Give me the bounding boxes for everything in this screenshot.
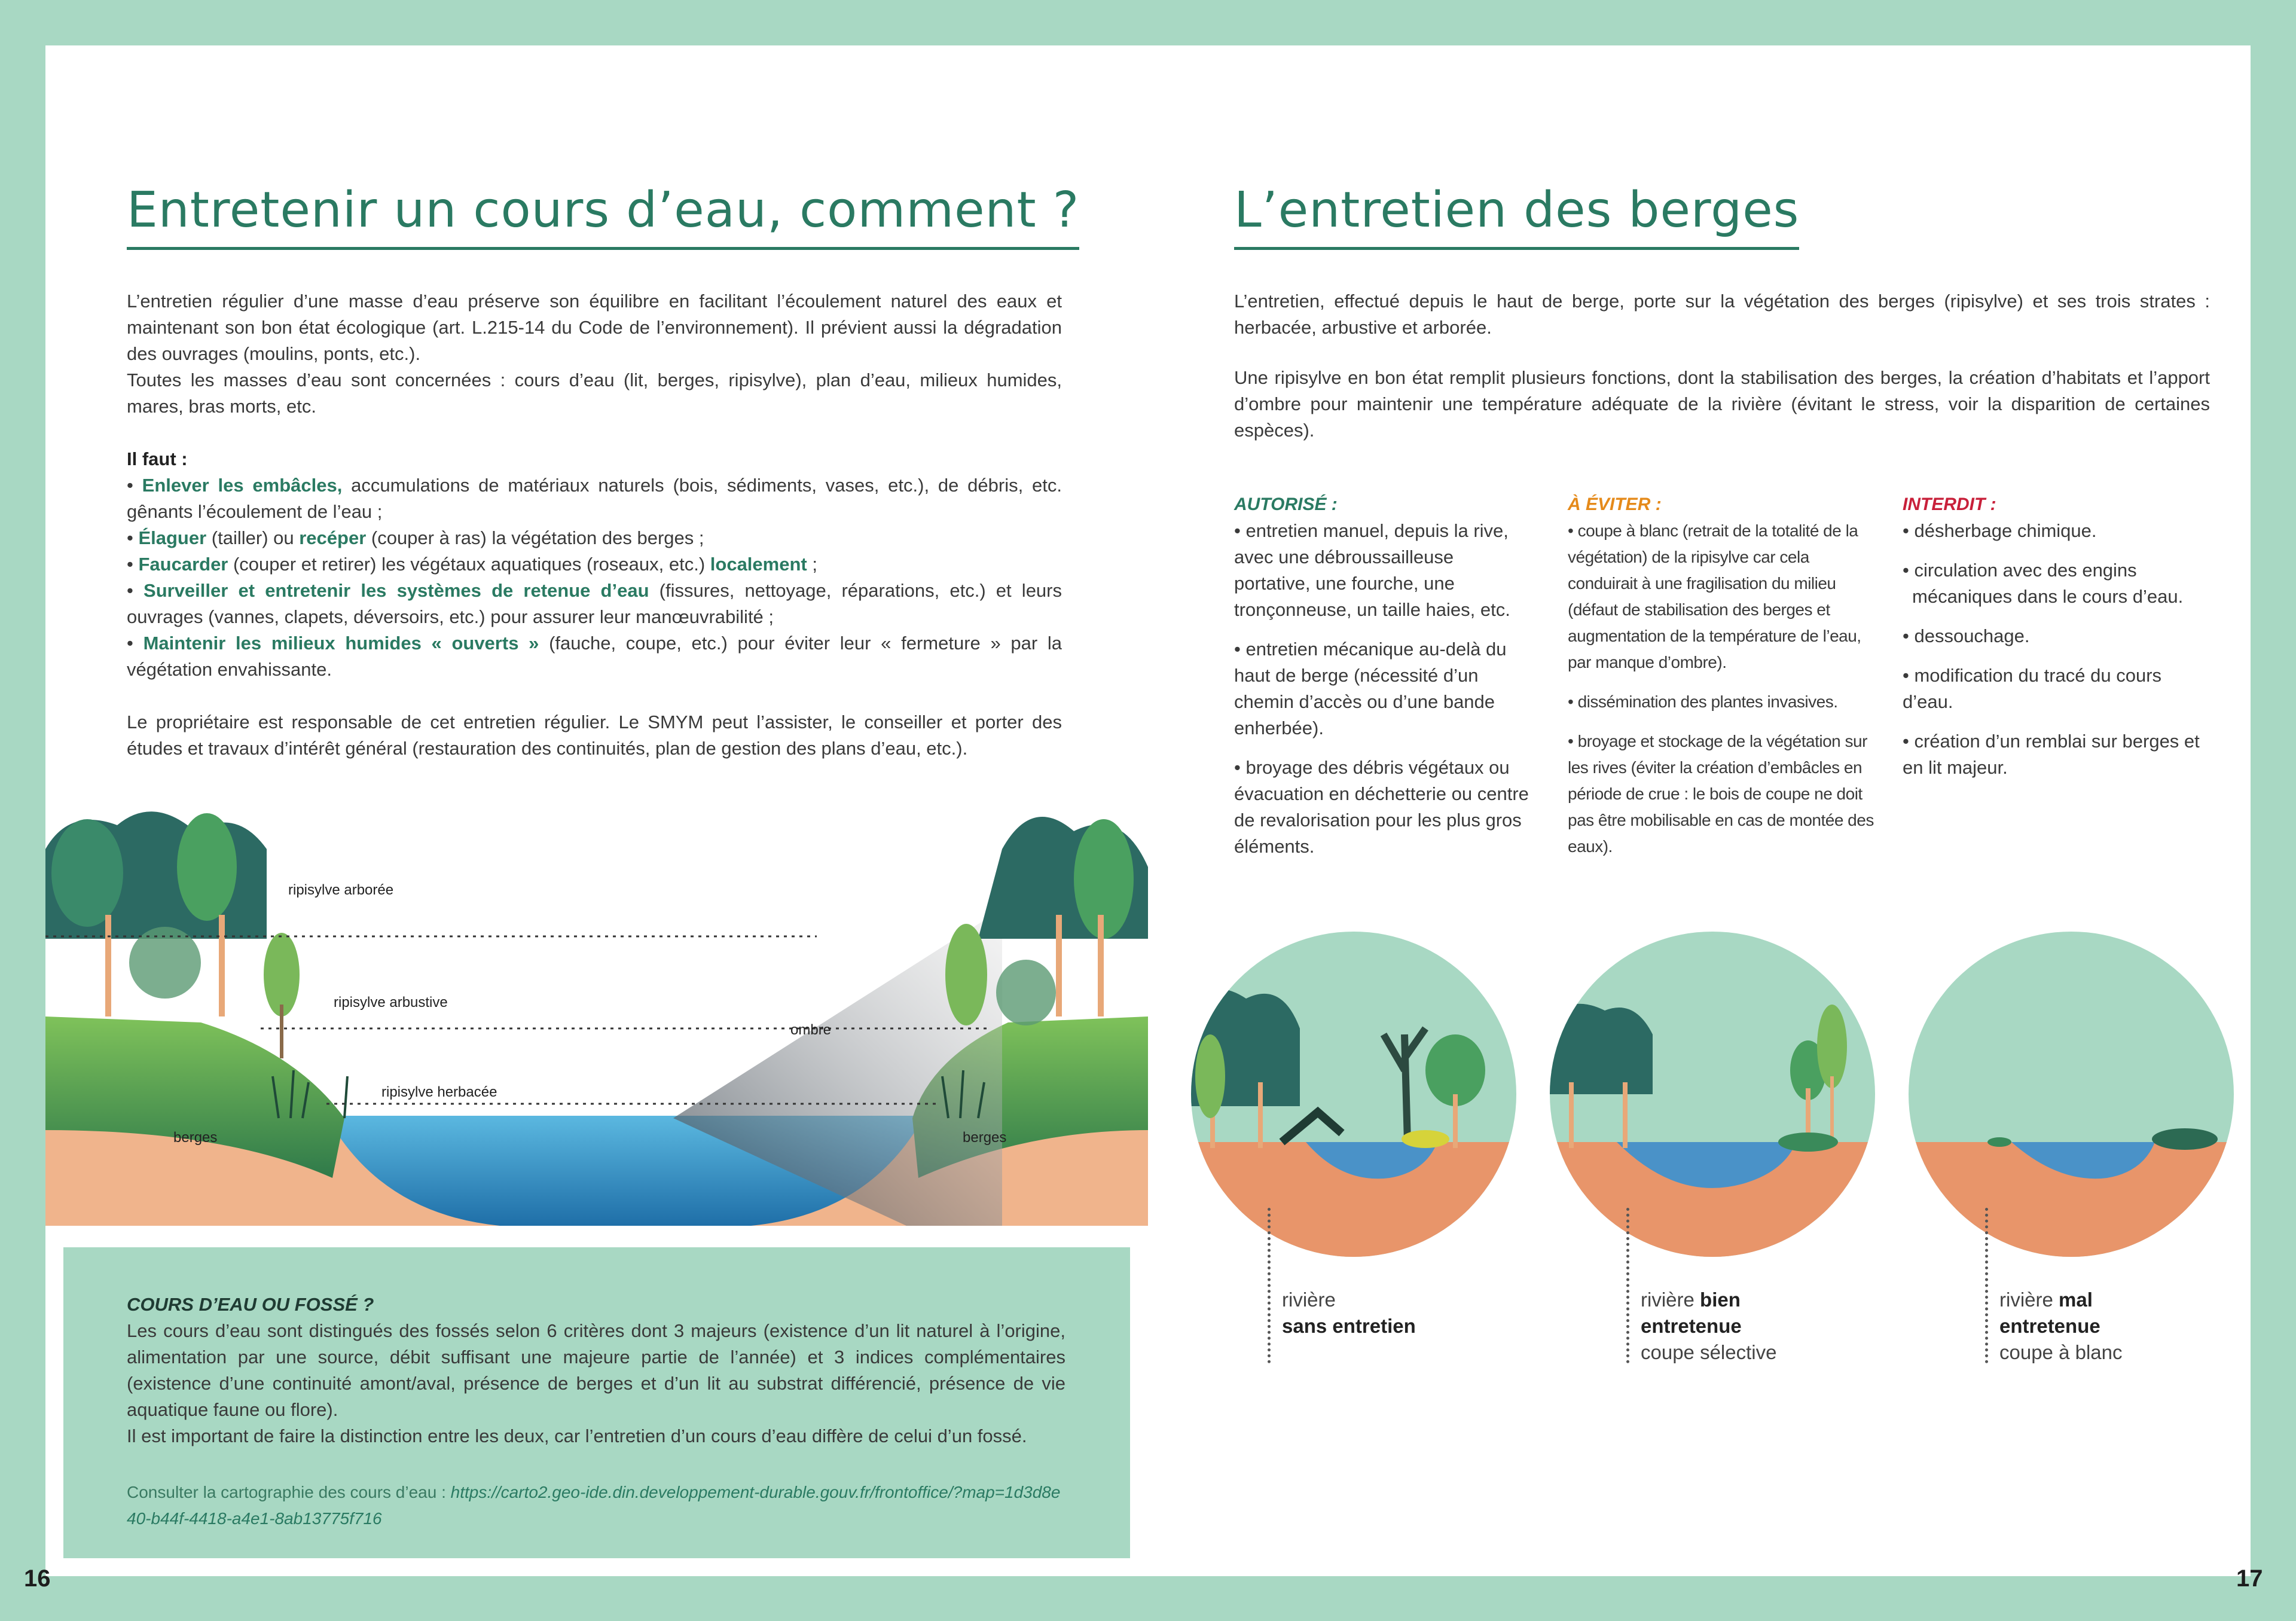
interdit-item: • circulation avec des engins mécaniques dans le cours d’eau. (1903, 560, 2184, 607)
interdit-item: • création d’un remblai sur berges et en lit majeur. (1903, 731, 2200, 778)
caption-pointer-1 (1268, 1208, 1271, 1363)
box-heading: COURS D’EAU OU FOSSÉ ? (127, 1294, 374, 1315)
eviter-item: • coupe à blanc (retrait de la totalité de la végétation) de la ripisylve car cela conduirait à une fragilisation du milieu (défaut de stabilisation des berges et augmentation de la température de l’eau, par manque d’ombre). (1568, 521, 1861, 671)
action-item: • Faucarder (couper et retirer) les végétaux aquatiques (roseaux, etc.) localement ; (127, 554, 817, 575)
interdit-column (1903, 492, 2202, 794)
action-item: • Maintenir les milieux humides « ouverts » (fauche, coupe, etc.) pour éviter leur « fermeture » par la végétation envahissante. (127, 633, 1062, 680)
eviter-item: • broyage et stockage de la végétation sur les rives (éviter la création d’embâcles en période de crue : le bois de coupe ne doit pas être mobilisable en cas de montée des eaux). (1568, 732, 1874, 856)
illustration-bien-entretenue (1545, 927, 1880, 1262)
autorise-heading: AUTORISÉ : (1234, 494, 1338, 514)
autorise-item: • entretien manuel, depuis la rive, avec une débroussailleuse portative, une fourche, une tronçonneuse, un taille haies, etc. (1234, 520, 1510, 620)
label-ripisylve-herbacee: ripisylve herbacée (381, 1084, 497, 1100)
box-text-1: Les cours d’eau sont distingués des fossés selon 6 critères dont 3 majeurs (existence d’un lit naturel à l’origine, alimentation par une source, débit suffisant une majeure partie de l’année) et 3 indices complémentaires (existence d’une continuité amont/aval, présence de berges et d’un lit au substrat différencié, présence de vie aquatique faune ou flore). (127, 1320, 1065, 1420)
intro-paragraph-2: Toutes les masses d’eau sont concernées : cours d’eau (lit, berges, ripisylve), plan d’eau, milieux humides, mares, bras morts, etc. (127, 370, 1062, 417)
right-intro-paragraph-1: L’entretien, effectué depuis le haut de berge, porte sur la végétation des berges (ripisylve) et ses trois strates : herbacée, arbustive et arborée. (1234, 291, 2210, 338)
il-faut-heading: Il faut : (127, 448, 188, 469)
caption-sans-entretien: rivière sans entretien (1282, 1289, 1416, 1337)
action-item: • Élaguer (tailler) ou recéper (couper à ras) la végétation des berges ; (127, 527, 704, 548)
cartography-link[interactable]: https://carto2.geo-ide.din.developpement-durable.gouv.fr/frontoffice/?map=1d3d8e40-b44f-4418-a4e1-8ab13775f716 (127, 1483, 1061, 1528)
interdit-heading: INTERDIT : (1903, 494, 1996, 514)
autorise-column (1234, 492, 1533, 873)
autorise-item: • broyage des débris végétaux ou évacuation en déchetterie ou centre de revalorisation pour les plus gros éléments. (1234, 757, 1529, 857)
label-berges-right: berges (963, 1129, 1007, 1146)
box-consult: Consulter la cartographie des cours d’eau : https://carto2.geo-ide.din.developpement-durable.gouv.fr/frontoffice/?map=1d3d8e40-b44f-4418-a4e1-8ab13775f716 (127, 1483, 1061, 1528)
caption-pointer-2 (1626, 1208, 1629, 1363)
page-number-left: 16 (24, 1565, 51, 1592)
eviter-item: • dissémination des plantes invasives. (1568, 692, 1838, 711)
action-item: • Surveiller et entretenir les systèmes de retenue d’eau (fissures, nettoyage, réparations, etc.) et leurs ouvrages (vannes, clapets, déversoirs, etc.) pour assurer leur manœuvrabilité ; (127, 580, 1062, 627)
right-tree-canopy (945, 817, 1148, 1025)
caption-bien-entretenue: rivière bien entretenue coupe sélective (1641, 1289, 1777, 1363)
right-intro-paragraph-2: Une ripisylve en bon état remplit plusieurs fonctions, dont la stabilisation des berges, la création d’habitats et l’apport d’ombre pour maintenir une température adéquate de la rivière (évitant le stress, voir la disparition de certaines espèces). (1234, 367, 2210, 441)
caption-mal-entretenue: rivière mal entretenue coupe à blanc (1999, 1289, 2123, 1363)
action-item: • Enlever les embâcles, accumulations de matériaux naturels (bois, sédiments, vases, etc.), de débris, etc. gênants l’écoulement de l’eau ; (127, 475, 1062, 522)
riverbank-diagram (45, 795, 1148, 1226)
right-page-title: L’entretien des berges (1234, 182, 1799, 250)
illustration-mal-entretenue (1904, 927, 2239, 1262)
intro-paragraph-1: L’entretien régulier d’une masse d’eau préserve son équilibre en facilitant l’écoulement naturel des eaux et maintenant son bon état écologique (art. L.215-14 du Code de l’environnement). Il prévient aussi la dégradation des ouvrages (moulins, ponts, etc.). (127, 291, 1062, 364)
owner-paragraph: Le propriétaire est responsable de cet entretien régulier. Le SMYM peut l’assister, le conseiller et porter des études et travaux d’intérêt général (restauration des continuités, plan de gestion des plans d’eau, etc.). (127, 712, 1062, 759)
box-text-2: Il est important de faire la distinction entre les deux, car l’entretien d’un cours d’eau diffère de celui d’un fossé. (127, 1425, 1027, 1446)
label-ripisylve-arboree: ripisylve arborée (288, 882, 394, 898)
illustration-sans-entretien (1186, 927, 1521, 1262)
left-intro (127, 288, 1062, 762)
label-berges-left: berges (173, 1129, 218, 1146)
page-number-right: 17 (2236, 1565, 2263, 1592)
right-intro (1234, 288, 2210, 444)
eviter-column (1568, 492, 1879, 873)
label-ombre: ombre (790, 1022, 832, 1038)
cours-eau-fosse-box (63, 1247, 1130, 1558)
interdit-item: • désherbage chimique. (1903, 520, 2097, 541)
label-ripisylve-arbustive: ripisylve arbustive (334, 994, 448, 1011)
interdit-item: • dessouchage. (1903, 625, 2030, 646)
autorise-item: • entretien mécanique au-delà du haut de berge (nécessité d’un chemin d’accès ou d’une bande enherbée). (1234, 639, 1507, 738)
eviter-heading: À ÉVITER : (1568, 494, 1662, 514)
caption-pointer-3 (1985, 1208, 1988, 1363)
interdit-item: • modification du tracé du cours d’eau. (1903, 665, 2162, 712)
left-page-title: Entretenir un cours d’eau, comment ? (127, 182, 1079, 250)
